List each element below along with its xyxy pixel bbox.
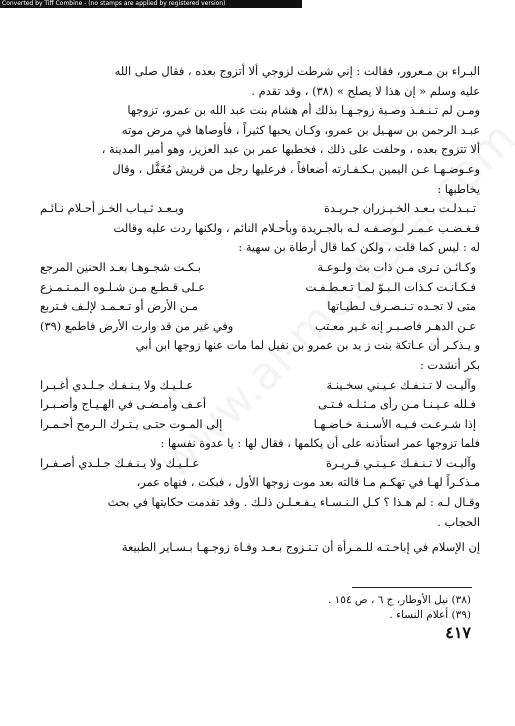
verse-second-half: وبـعـد ثـيـاب الخـز أحـلام نـائـم xyxy=(40,201,184,216)
body-line: إن الإسلام في إباحـتـه للـمـرأة أن تـتـزوج بـعـد وفـاة زوجـهـا بـسـاير الطبيعة xyxy=(121,540,480,555)
poem-verse xyxy=(36,415,480,435)
poem-verse xyxy=(36,258,480,278)
page-number: ٤١٧ xyxy=(445,623,471,642)
verse-second-half: بـكـت شجـوهـا بعـد الحنين المرجع xyxy=(40,259,201,274)
body-line: بكر أنشدت : xyxy=(419,357,480,372)
verse-second-half: وفي غير من قد وارت الأرض فاطمع (٣٩) xyxy=(40,318,234,333)
footnote: (٣٩) أعلام النساء . xyxy=(389,609,471,621)
body-line: يخاطبها : xyxy=(437,181,480,196)
body-line: مـذكـراً لهـا في تهكـم مـا قالته بعد موت زوجها الأول ، فبكت ، فنهاه عمر، xyxy=(136,475,480,490)
body-line: ألا تتزوج بعده ، وحلفت على ذلك ، فخطبها عمر بن عبد العزيز، وهو أمير المدينة ، xyxy=(101,142,480,157)
body-line: ومـن لم تـنـفـذ وصـية زوجـهـا بذلك أم هشام بنت عبد الله بن عمرو، تزوجها xyxy=(127,103,480,118)
body-line: البـراء بن مـعرور، فقالت : إني شرطت لزوجي ألا أتزوج بعده ، فقال صلى الله xyxy=(114,64,480,78)
verse-first-half: وآليـت لا تـنـفـك عـيـنـي قـريـرة xyxy=(325,455,476,470)
verse-first-half: وكـائـن تـرى مـن ذات بث ولـوعـة xyxy=(317,259,476,274)
verse-second-half: مـن الأرض أو تـعـمـد لإلـف فـتربع xyxy=(40,299,198,314)
verse-second-half: عـلـيـك ولا يـنـفـك جـلـدي أغـبـرا xyxy=(40,377,194,392)
verse-second-half: أعـف وأمـضـى في الهـيـاج وأصـبـرا xyxy=(40,397,207,412)
body-line: وقـال لـه : لم هـذا ؟ كـل الـنـسـاء يـفـعـلـن ذلـك . وقد تقدمت حكايتها في بحث xyxy=(107,495,480,510)
poem-verse xyxy=(36,395,480,415)
verse-first-half: تـبـدلـت بـعـد الخـيـزران جـريـدة xyxy=(324,201,476,216)
body-line: له : ليس كما قلت ، ولكن كما قال أرطاة بن سهية : xyxy=(238,240,480,255)
poem-verse xyxy=(36,376,480,396)
poem-verse xyxy=(36,317,480,337)
body-line: فلما تزوجها عمر استأذنه على أن يكلمها ، فقال لها : يا عدوة نفسها : xyxy=(160,436,480,451)
converter-banner: Converted by Tiff Combine - (no stamps are applied by registered version) xyxy=(0,0,302,8)
verse-first-half: إذا شـرعـت فـيـه الأسـنـة خـاضـهـا xyxy=(313,416,476,431)
body-line: عليه وسلم « إن هذا لا يصلح » (٣٨) ، وقد تقدم . xyxy=(251,83,480,98)
body-line: الحجاب . xyxy=(437,514,480,529)
footnote-divider xyxy=(352,587,472,588)
verse-second-half: عـلـيـك ولا يـنـفـك جـلـدي أصـفـرا xyxy=(40,455,200,470)
body-line: عبـد الرحمن بن سهـيل بن عمرو، وكـان يحبها كثيراً ، فأوصاها في مرض موته xyxy=(121,122,480,137)
poem-verse xyxy=(36,297,480,317)
poem-verse xyxy=(36,278,480,298)
verse-first-half: متى لا تجـده تـنـصـرف لـطيـاتها xyxy=(327,299,476,314)
poem-verse xyxy=(36,454,480,474)
verse-second-half: إلى المـوت حتـى يـتـرك الـرمح أحـمـرا xyxy=(40,416,223,431)
verse-first-half: وآليـت لا تـنـفـك عـيـني سخـينـة xyxy=(326,377,476,392)
body-line: و يـذكـر أن عـاتكة بنت ز يد بن عمرو بن نفيل لما مات عنها زوجها ابن أبي xyxy=(135,338,480,353)
verse-first-half: فـلله عـيـنـا مـن رأى مـثـلـه فـتـى xyxy=(318,397,476,412)
body-line: وعـوضـهـا عـن اليمين بـكـفـارته أضعافاً ، فرعليها رجل من قريش مُغَفَّل ، وقال xyxy=(112,161,480,176)
verse-first-half: عـن الدهـر فاصـبـر إنه غـير معـتب xyxy=(314,318,476,333)
verse-first-half: فـكـانـت كـذات الـبـوّ لمـا تـعـطـفـت xyxy=(305,279,476,294)
body-line: فـغـضـب عـمـر لـوصـفـه لـه بالجـريدة وبأحـلام النائم ، ولكنها ردت عليه وقالت xyxy=(113,220,480,235)
verse-second-half: عـلى قـطـع مـن شـلـوه الـمـتـمـزع xyxy=(40,279,206,294)
page-body xyxy=(36,62,480,558)
poem-verse xyxy=(36,199,480,219)
footnote: (٣٨) نيل الأوطار، ج ٦ ، ص ١٥٤ . xyxy=(327,594,471,606)
